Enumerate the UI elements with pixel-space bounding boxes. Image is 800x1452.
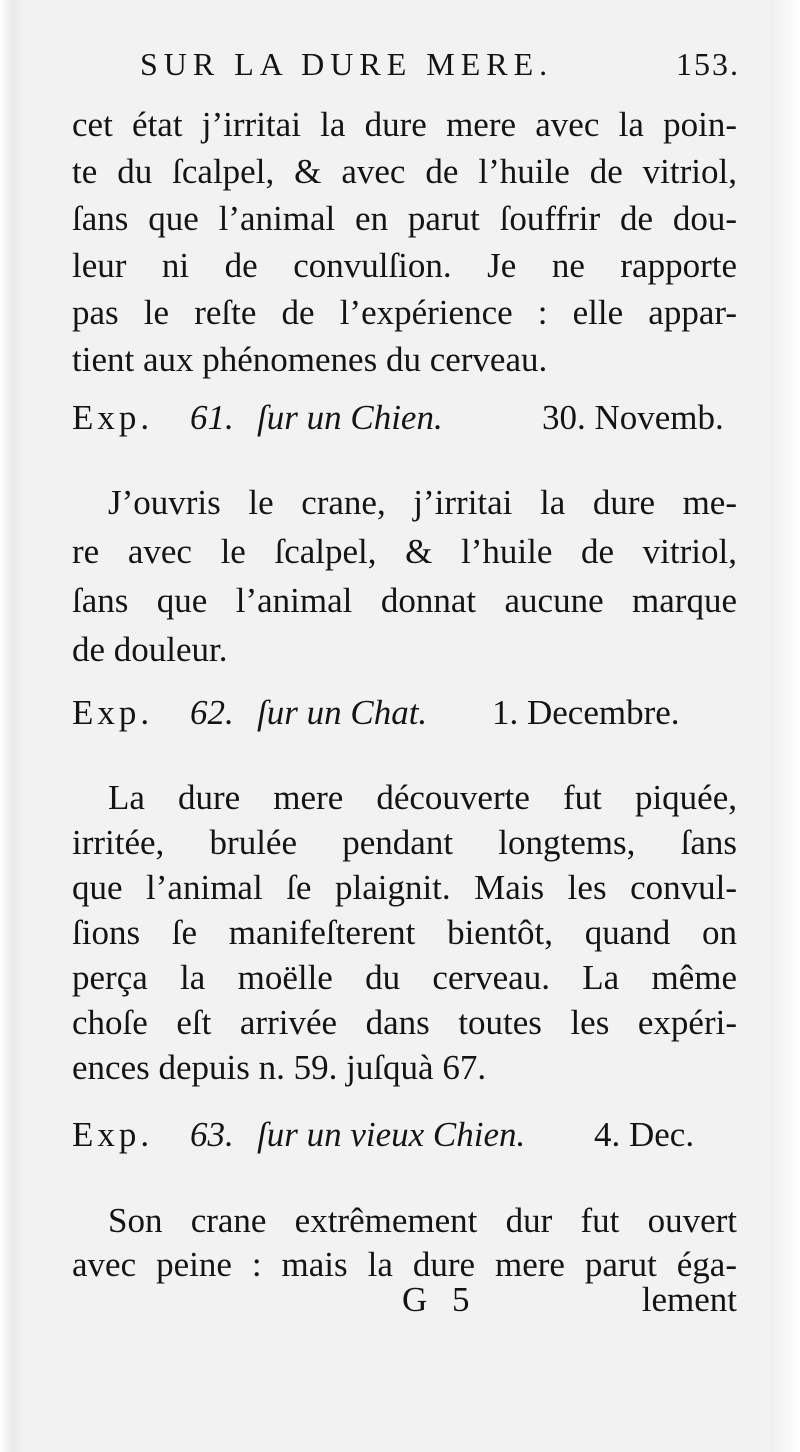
text-line: irritée, brulée pendant longtems, ſans [72,823,737,862]
text-line: Son crane extrêmement dur fut ouvert [108,1201,737,1240]
text-line: cet état j’irritai la dure mere avec la poin- [72,105,737,144]
experiment-number: 63. [190,1115,234,1154]
page-footer [72,1280,737,1330]
page-outer-edge [770,0,800,1452]
running-title: SUR LA DURE MERE. [140,46,554,82]
experiment-subject: ſur un Chat. [257,693,428,732]
page-gutter-edge [0,0,22,1452]
experiment-date: 4. Dec. [594,1115,695,1154]
experiment-label: Exp. [72,1115,154,1154]
experiment-number: 61. [190,398,234,437]
text-line: choſe eſt arrivée dans toutes les expéri- [72,1003,737,1042]
experiment-heading-62 [72,688,737,738]
text-line: que l’animal ſe plaignit. Mais les convul- [72,868,737,907]
experiment-heading-61 [72,393,737,443]
experiment-subject: ſur un Chien. [257,398,443,437]
experiment-heading-63 [72,1110,737,1160]
experiment-label: Exp. [72,693,154,732]
text-line: ſans que l’animal en parut ſouffrir de dou- [72,199,737,238]
text-line: La dure mere découverte fut piquée, [108,778,737,817]
text-line: ſions ſe manifeſterent bientôt, quand on [72,913,737,952]
text-line: te du ſcalpel, & avec de l’huile de vitriol, [72,152,737,191]
text-line: re avec le ſcalpel, & l’huile de vitriol, [72,532,737,571]
text-line: avec peine : mais la dure mere parut éga- [72,1245,737,1284]
text-line: pas le reſte de l’expérience : elle appar- [72,293,737,332]
text-line: leur ni de convulſion. Je ne rapporte [72,246,737,285]
experiment-number: 62. [190,693,234,732]
page-header [140,40,740,90]
text-line: tient aux phénomenes du cerveau. [72,340,548,379]
experiment-label: Exp. [72,398,154,437]
text-line: perça la moëlle du cerveau. La même [72,958,737,997]
text-line: de douleur. [72,630,228,669]
text-line: ences depuis n. 59. juſquà 67. [72,1048,487,1087]
text-line: ſans que l’animal donnat aucune marque [72,581,737,620]
experiment-date: 30. Novemb. [542,398,724,437]
experiment-date: 1. Decembre. [492,693,680,732]
text-line: J’ouvris le crane, j’irritai la dure me- [108,483,737,522]
paragraph-continuation [72,100,737,400]
catchword: lement [641,1280,737,1319]
signature-mark: G 5 [402,1280,478,1319]
page-number: 153. [676,46,740,82]
paragraph-experiment-61 [72,478,737,678]
paragraph-experiment-62 [72,773,737,1093]
experiment-subject: ſur un vieux Chien. [257,1115,526,1154]
